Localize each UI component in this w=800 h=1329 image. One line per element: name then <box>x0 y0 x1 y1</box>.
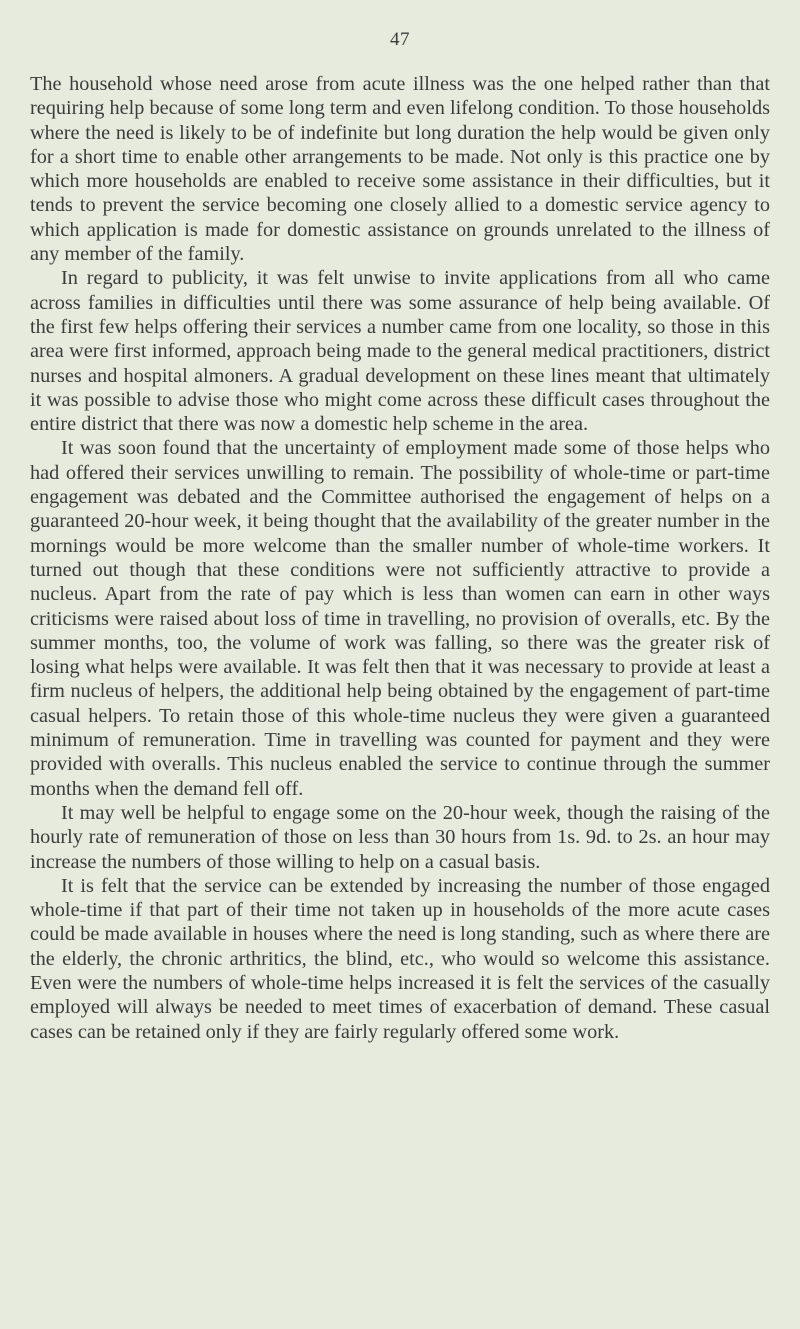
paragraph-5: It is felt that the service can be extended by increasing the number of those engaged whole-time if that part of their time not taken up in households of the more acute cases could be made available in houses where the need is long standing, such as where there are the elderly, the chronic arthritics, the blind, etc., who would so welcome this assistance. Even were the numbers of whole-time helps increased it is felt the services of the casually employed will always be needed to meet times of exacerbation of demand. These casual cases can be retained only if they are fairly regularly offered some work. <box>30 874 770 1043</box>
paragraph-4: It may well be helpful to engage some on the 20-hour week, though the raising of the hourly rate of remuneration of those on less than 30 hours from 1s. 9d. to 2s. an hour may increase the numbers of those willing to help on a casual basis. <box>30 801 770 873</box>
paragraph-1: The household whose need arose from acute illness was the one helped rather than that requiring help because of some long term and even lifelong condition. To those households where the need is likely to be of indefinite but long duration the help would be given only for a short time to enable other arrangements to be made. Not only is this practice one by which more households are enabled to receive some assistance in their difficulties, but it tends to prevent the service becoming one closely allied to a domestic service agency to which application is made for domestic assistance on grounds unrelated to the illness of any member of the family. <box>30 73 770 266</box>
page-number: 47 <box>390 29 410 50</box>
paragraph-3: It was soon found that the uncertainty of employment made some of those helps who had offered their services unwilling to remain. The possibility of whole-time or part-time engagement was debated and the Committee authorised the engagement of helps on a guaranteed 20-hour week, it being thought that the availability of the greater number in the mornings would be more welcome than the smaller number of whole-time workers. It turned out though that these conditions were not sufficiently attractive to provide a nucleus. Apart from the rate of pay which is less than women can earn in other ways criticisms were raised about loss of time in travelling, no provision of overalls, etc. By the summer months, too, the volume of work was falling, so there was the greater risk of losing what helps were available. It was felt then that it was necessary to provide at least a firm nucleus of helpers, the additional help being obtained by the engagement of part-time casual helpers. To retain those of this whole-time nucleus they were given a guaranteed minimum of remuneration. Time in travelling was counted for payment and they were provided with overalls. This nucleus enabled the service to continue through the summer months when the demand fell off. <box>30 437 770 800</box>
paragraph-2: In regard to publicity, it was felt unwise to invite applications from all who came across families in difficulties until there was some assurance of help being available. Of the first few helps offering their services a number came from one locality, so those in this area were first informed, approach being made to the general medical practitioners, district nurses and hospital almoners. A gradual development on these lines meant that ultimately it was possible to advise those who might come across these difficult cases throughout the entire district that there was now a domestic help scheme in the area. <box>30 267 770 436</box>
